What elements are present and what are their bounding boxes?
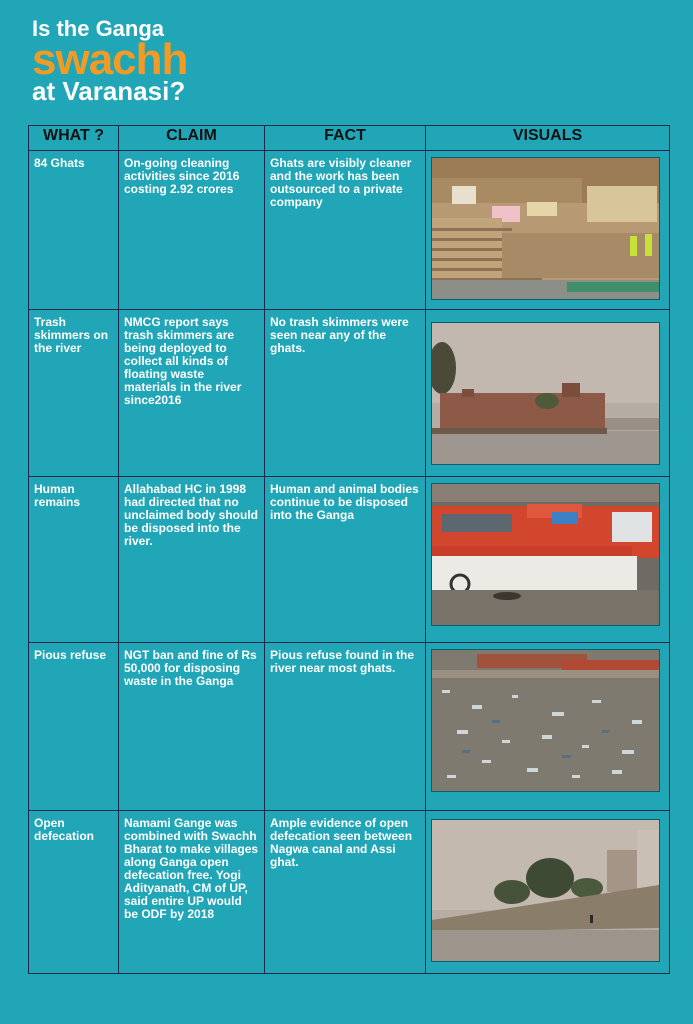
claim-cell: NGT ban and fine of Rs 50,000 for disposing waste in the Ganga [119,643,265,811]
table-row [29,811,670,974]
fact-cell: Ample evidence of open defecation seen between Nagwa canal and Assi ghat. [265,811,426,974]
header-visuals: VISUALS [426,126,670,151]
visual-cell [426,477,670,643]
title-line-1: Is the Ganga [32,16,165,41]
title-highlight-word: swachh [32,35,188,84]
fact-cell: Ghats are visibly cleaner and the work has been outsourced to a private company [265,151,426,310]
visual-cell [426,151,670,310]
claim-cell: Namami Gange was combined with Swachh Bharat to make villages along Ganga open defecation free. Yogi Adityanath, CM of UP, said entire UP would be ODF by 2018 [119,811,265,974]
visual-cell [426,811,670,974]
boat-photo [431,483,660,626]
title-line-3: at Varanasi? [32,76,186,106]
what-cell: Open defecation [29,811,119,974]
river-fort-photo [431,322,660,465]
claim-cell: NMCG report says trash skimmers are being deployed to collect all kinds of floating waste materials in the river since2016 [119,310,265,477]
table-row [29,310,670,477]
ghat-steps-photo [431,157,660,300]
table-row [29,151,670,310]
header-what: WHAT ? [29,126,119,151]
page-title [32,18,187,104]
visual-cell [426,643,670,811]
header-fact: FACT [265,126,426,151]
riverbank-photo [431,819,660,962]
what-cell: Human remains [29,477,119,643]
fact-cell: Human and animal bodies continue to be disposed into the Ganga [265,477,426,643]
visual-cell [426,310,670,477]
claim-cell: On-going cleaning activities since 2016 costing 2.92 crores [119,151,265,310]
what-cell: Pious refuse [29,643,119,811]
header-claim: CLAIM [119,126,265,151]
floating-refuse-photo [431,649,660,792]
fact-cell: Pious refuse found in the river near most ghats. [265,643,426,811]
claim-cell: Allahabad HC in 1998 had directed that no unclaimed body should be disposed into the river. [119,477,265,643]
what-cell: Trash skimmers on the river [29,310,119,477]
table-row [29,477,670,643]
header-row [29,126,670,151]
what-cell: 84 Ghats [29,151,119,310]
comparison-table [28,125,670,974]
fact-cell: No trash skimmers were seen near any of the ghats. [265,310,426,477]
table-row [29,643,670,811]
